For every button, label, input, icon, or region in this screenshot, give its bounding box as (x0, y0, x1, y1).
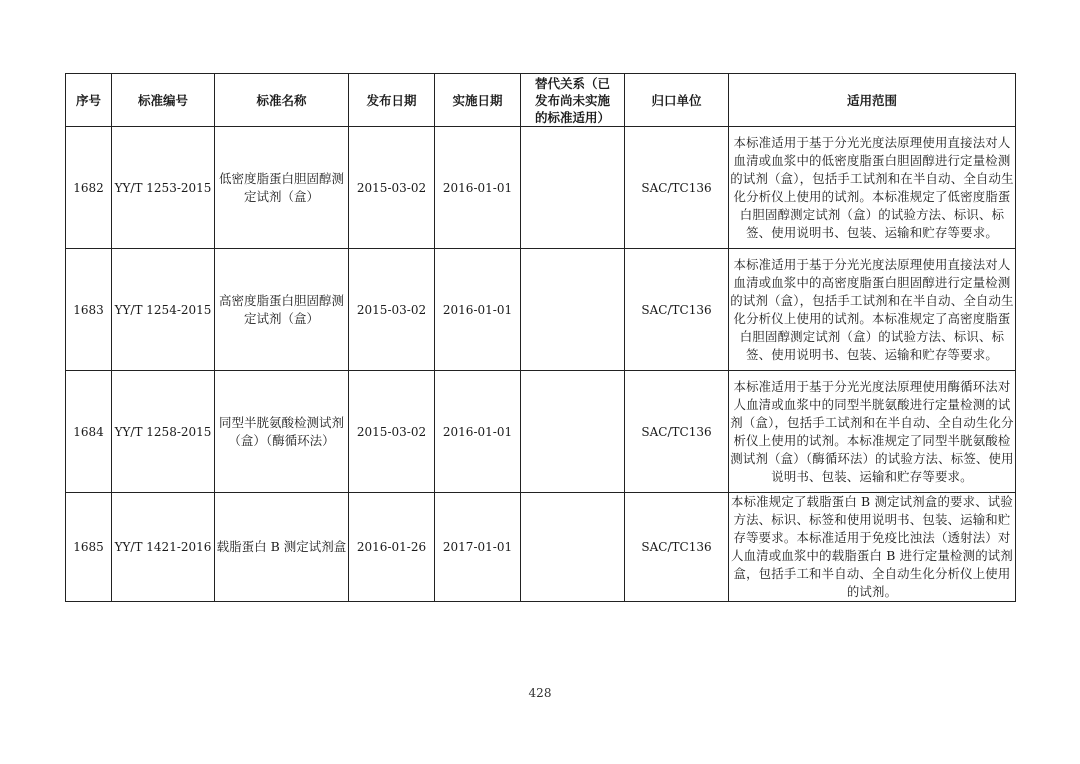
row-scope: 本标准适用于基于分光光度法原理使用酶循环法对人血清或血浆中的同型半胱氨酸进行定量检测的试剂（盒），包括手工试剂和在半自动、全自动生化分析仪上使用的试剂。本标准规定了同型半胱氨酸检测试剂（盒）（酶循环法）的试验方法、标签、使用说明书、包装、运输和贮存等要求。 (729, 371, 1016, 493)
row-unit: SAC/TC136 (625, 127, 729, 249)
row-publish-date: 2016-01-26 (349, 493, 435, 602)
table-row (66, 371, 1016, 493)
page-number: 428 (528, 686, 552, 700)
row-seq: 1684 (66, 371, 112, 493)
row-publish-date: 2015-03-02 (349, 249, 435, 371)
table-row (66, 249, 1016, 371)
row-scope: 本标准规定了载脂蛋白 B 测定试剂盒的要求、试验方法、标识、标签和使用说明书、包装、运输和贮存等要求。本标准适用于免疫比浊法（透射法）对人血清或血浆中的载脂蛋白 B 进行定量检测的试剂盒，包括手工和半自动、全自动生化分析仪上使用的试剂。 (729, 493, 1016, 602)
row-replacement (521, 249, 625, 371)
row-seq: 1685 (66, 493, 112, 602)
row-implement-date: 2016-01-01 (435, 371, 521, 493)
row-replacement (521, 493, 625, 602)
header-seq: 序号 (66, 74, 112, 127)
row-code: YY/T 1258-2015 (112, 371, 215, 493)
row-name: 高密度脂蛋白胆固醇测定试剂（盒） (215, 249, 349, 371)
row-publish-date: 2015-03-02 (349, 371, 435, 493)
row-unit: SAC/TC136 (625, 249, 729, 371)
table-row (66, 127, 1016, 249)
row-code: YY/T 1253-2015 (112, 127, 215, 249)
header-name: 标准名称 (215, 74, 349, 127)
row-replacement (521, 127, 625, 249)
row-seq: 1682 (66, 127, 112, 249)
row-unit: SAC/TC136 (625, 371, 729, 493)
row-name: 低密度脂蛋白胆固醇测定试剂（盒） (215, 127, 349, 249)
row-seq: 1683 (66, 249, 112, 371)
row-replacement (521, 371, 625, 493)
row-scope: 本标准适用于基于分光光度法原理使用直接法对人血清或血浆中的高密度脂蛋白胆固醇进行定量检测的试剂（盒），包括手工试剂和在半自动、全自动生化分析仪上使用的试剂。本标准规定了高密度脂蛋白胆固醇测定试剂（盒）的试验方法、标识、标签、使用说明书、包装、运输和贮存等要求。 (729, 249, 1016, 371)
header-scope: 适用范围 (729, 74, 1016, 127)
row-name: 同型半胱氨酸检测试剂（盒）（酶循环法） (215, 371, 349, 493)
row-name: 载脂蛋白 B 测定试剂盒 (215, 493, 349, 602)
row-implement-date: 2017-01-01 (435, 493, 521, 602)
row-code: YY/T 1254-2015 (112, 249, 215, 371)
header-code: 标准编号 (112, 74, 215, 127)
row-code: YY/T 1421-2016 (112, 493, 215, 602)
row-unit: SAC/TC136 (625, 493, 729, 602)
table-row (66, 493, 1016, 602)
header-unit: 归口单位 (625, 74, 729, 127)
row-implement-date: 2016-01-01 (435, 249, 521, 371)
header-replacement: 替代关系（已发布尚未实施的标准适用） (521, 74, 625, 127)
header-publish-date: 发布日期 (349, 74, 435, 127)
header-row (66, 74, 1016, 127)
row-scope: 本标准适用于基于分光光度法原理使用直接法对人血清或血浆中的低密度脂蛋白胆固醇进行定量检测的试剂（盒），包括手工试剂和在半自动、全自动生化分析仪上使用的试剂。本标准规定了低密度脂蛋白胆固醇测定试剂（盒）的试验方法、标识、标签、使用说明书、包装、运输和贮存等要求。 (729, 127, 1016, 249)
standards-table (65, 73, 1016, 602)
row-implement-date: 2016-01-01 (435, 127, 521, 249)
row-publish-date: 2015-03-02 (349, 127, 435, 249)
header-implement-date: 实施日期 (435, 74, 521, 127)
